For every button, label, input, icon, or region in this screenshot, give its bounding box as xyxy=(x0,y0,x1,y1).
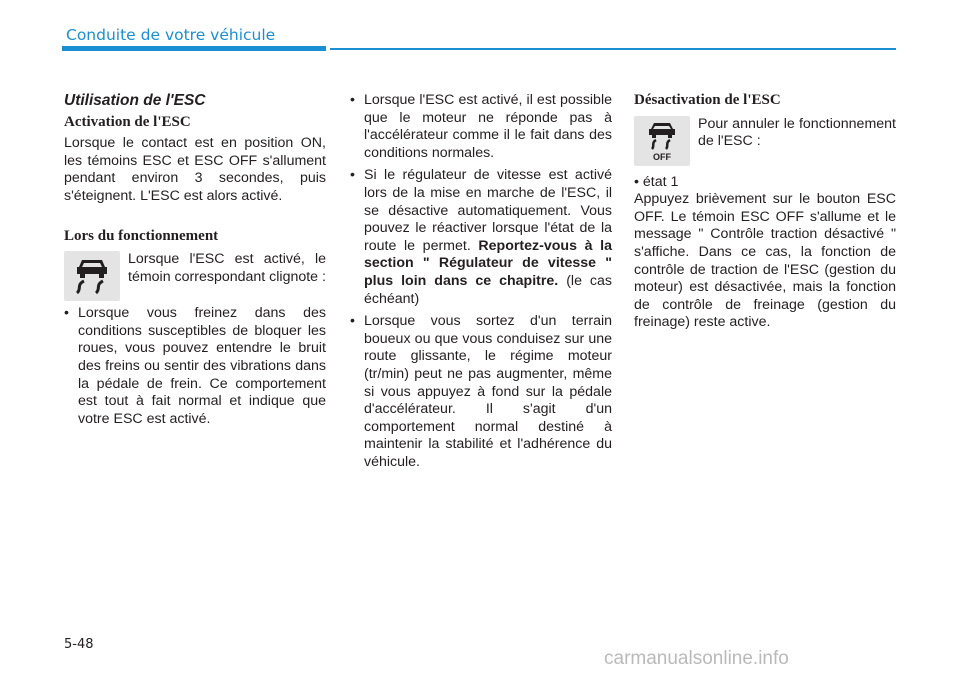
list-item: • Lorsque vous freinez dans des conditions susceptibles de bloquer les roues, vous pouvez entendre le bruit des freins ou sentir des vibrations dans la pédale de frein. Ce comportement est tout à fait normal et indique que votre ESC est activé. xyxy=(64,305,326,428)
deactivation-icon-row xyxy=(634,116,896,166)
list-item xyxy=(350,167,612,308)
column-2 xyxy=(350,92,612,476)
bullet-text: Si le régulateur de vitesse est activé lors de la mise en marche de l'ESC, il se désactive automatiquement. Vous pouvez le réactiver lorsque l'état de la route le permet. xyxy=(364,167,612,254)
operation-icon-row xyxy=(64,251,326,301)
section-title: Utilisation de l'ESC xyxy=(64,92,206,109)
header-rule-thick xyxy=(62,46,326,51)
bullet-reference: Reportez-vous à la section " Régulateur de vitesse " plus loin dans ce chapitre. xyxy=(364,237,612,289)
activation-paragraph: Lorsque le contact est en position ON, les témoins ESC et ESC OFF s'allument pendant environ 3 secondes, puis s'éteignent. L'ESC est alors activé. xyxy=(64,135,326,204)
list-item: • Lorsque vous sortez d'un terrain boueux ou que vous conduisez sur une route glissante, le régime moteur (tr/min) peut ne pas augmenter, même si vous appuyez à fond sur la pédale d'accélérateur. Il s'agit d'un comportement normal destiné à maintenir la stabilité et l'adhérence du véhicule. xyxy=(350,313,612,471)
esc-bullets xyxy=(350,92,612,471)
esc-car-skid-icon xyxy=(64,251,120,301)
esc-off-icon xyxy=(634,116,690,166)
activation-heading: Activation de l'ESC xyxy=(64,113,191,130)
header-rule-thin xyxy=(330,48,896,50)
list-item: • Lorsque l'ESC est activé, il est possible que le moteur ne réponde pas à l'accélérateur comme il le fait dans des conditions normales. xyxy=(350,92,612,162)
state-label: • état 1 xyxy=(634,173,679,190)
column-1 xyxy=(64,92,326,433)
bullet-suffix: (le cas échéant) xyxy=(364,272,612,307)
operation-heading: Lors du fonctionnement xyxy=(64,227,219,244)
state-paragraph: Appuyez brièvement sur le bouton ESC OFF. Le témoin ESC OFF s'allume et le message " Contrôle traction désactivé " s'affiche. Dans ce cas, la fonction de contrôle de traction de l'ESC (gestion du moteur) est désactivée, mais la fonction de contrôle de freinage (gestion du freinage) reste active. xyxy=(634,191,896,331)
deactivation-heading: Désactivation de l'ESC xyxy=(634,92,781,108)
operation-bullets xyxy=(64,305,326,428)
esc-off-label: OFF xyxy=(653,151,671,162)
operation-icon-text: Lorsque l'ESC est activé, le témoin correspondant clignote : xyxy=(128,251,326,285)
deactivation-icon-text: Pour annuler le fonctionnement de l'ESC : xyxy=(698,115,896,150)
page-number: 5-48 xyxy=(64,637,94,652)
watermark: carmanualsonline.info xyxy=(604,648,789,669)
chapter-title: Conduite de votre véhicule xyxy=(66,26,276,44)
column-3 xyxy=(634,92,896,332)
